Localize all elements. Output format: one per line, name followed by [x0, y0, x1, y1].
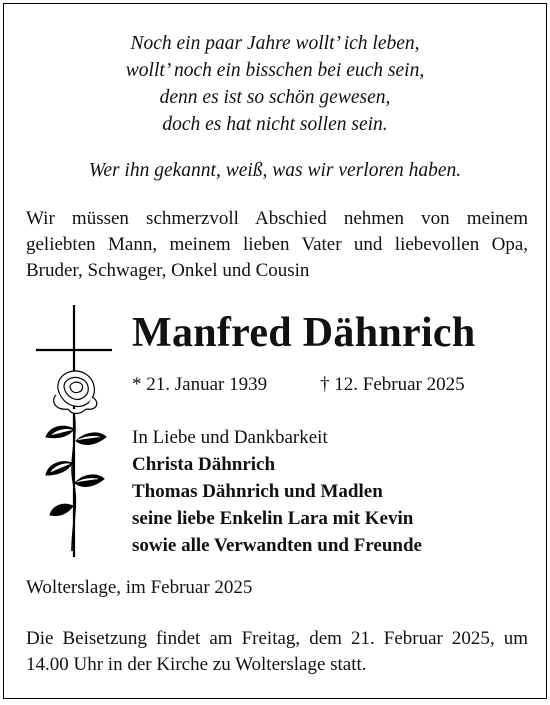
- quote: Wer ihn gekannt, weiß, was wir verloren haben.: [88, 160, 462, 181]
- mourners-lead: In Liebe und Dankbarkeit: [132, 427, 328, 448]
- poem-line: denn es ist so schön gewesen,: [159, 87, 391, 108]
- intro-text: Wir müssen schmerzvoll Abschied nehmen von meinem geliebten Mann, meinem lieben Vater und liebevollen Opa, Bruder, Schwager, Onkel und Cousin: [26, 208, 528, 281]
- death-date: † 12. Februar 2025: [320, 374, 465, 395]
- mourner-name: sowie alle Verwandten und Freunde: [132, 535, 422, 556]
- mourner-name: seine liebe Enkelin Lara mit Kevin: [132, 508, 414, 529]
- mourner-name: Christa Dähnrich: [132, 454, 276, 475]
- poem-line: Noch ein paar Jahre wollt’ ich leben,: [130, 33, 420, 54]
- place-date: Wolterslage, im Februar 2025: [26, 577, 253, 598]
- deceased-name: Manfred Dähnrich: [132, 310, 476, 356]
- obituary-notice: [3, 3, 547, 699]
- mourners: [132, 424, 422, 559]
- mourner-name: Thomas Dähnrich und Madlen: [132, 481, 383, 502]
- poem-line: doch es hat nicht sollen sein.: [162, 114, 388, 135]
- funeral-info: Die Beisetzung findet am Freitag, dem 21. Februar 2025, um 14.00 Uhr in der Kirche zu Wolterslage statt.: [26, 628, 528, 675]
- poem-line: wollt’ noch ein bisschen bei euch sein,: [125, 60, 425, 81]
- poem: [4, 30, 546, 138]
- birth-date: * 21. Januar 1939: [132, 374, 268, 395]
- cross-with-rose-icon: [28, 301, 118, 561]
